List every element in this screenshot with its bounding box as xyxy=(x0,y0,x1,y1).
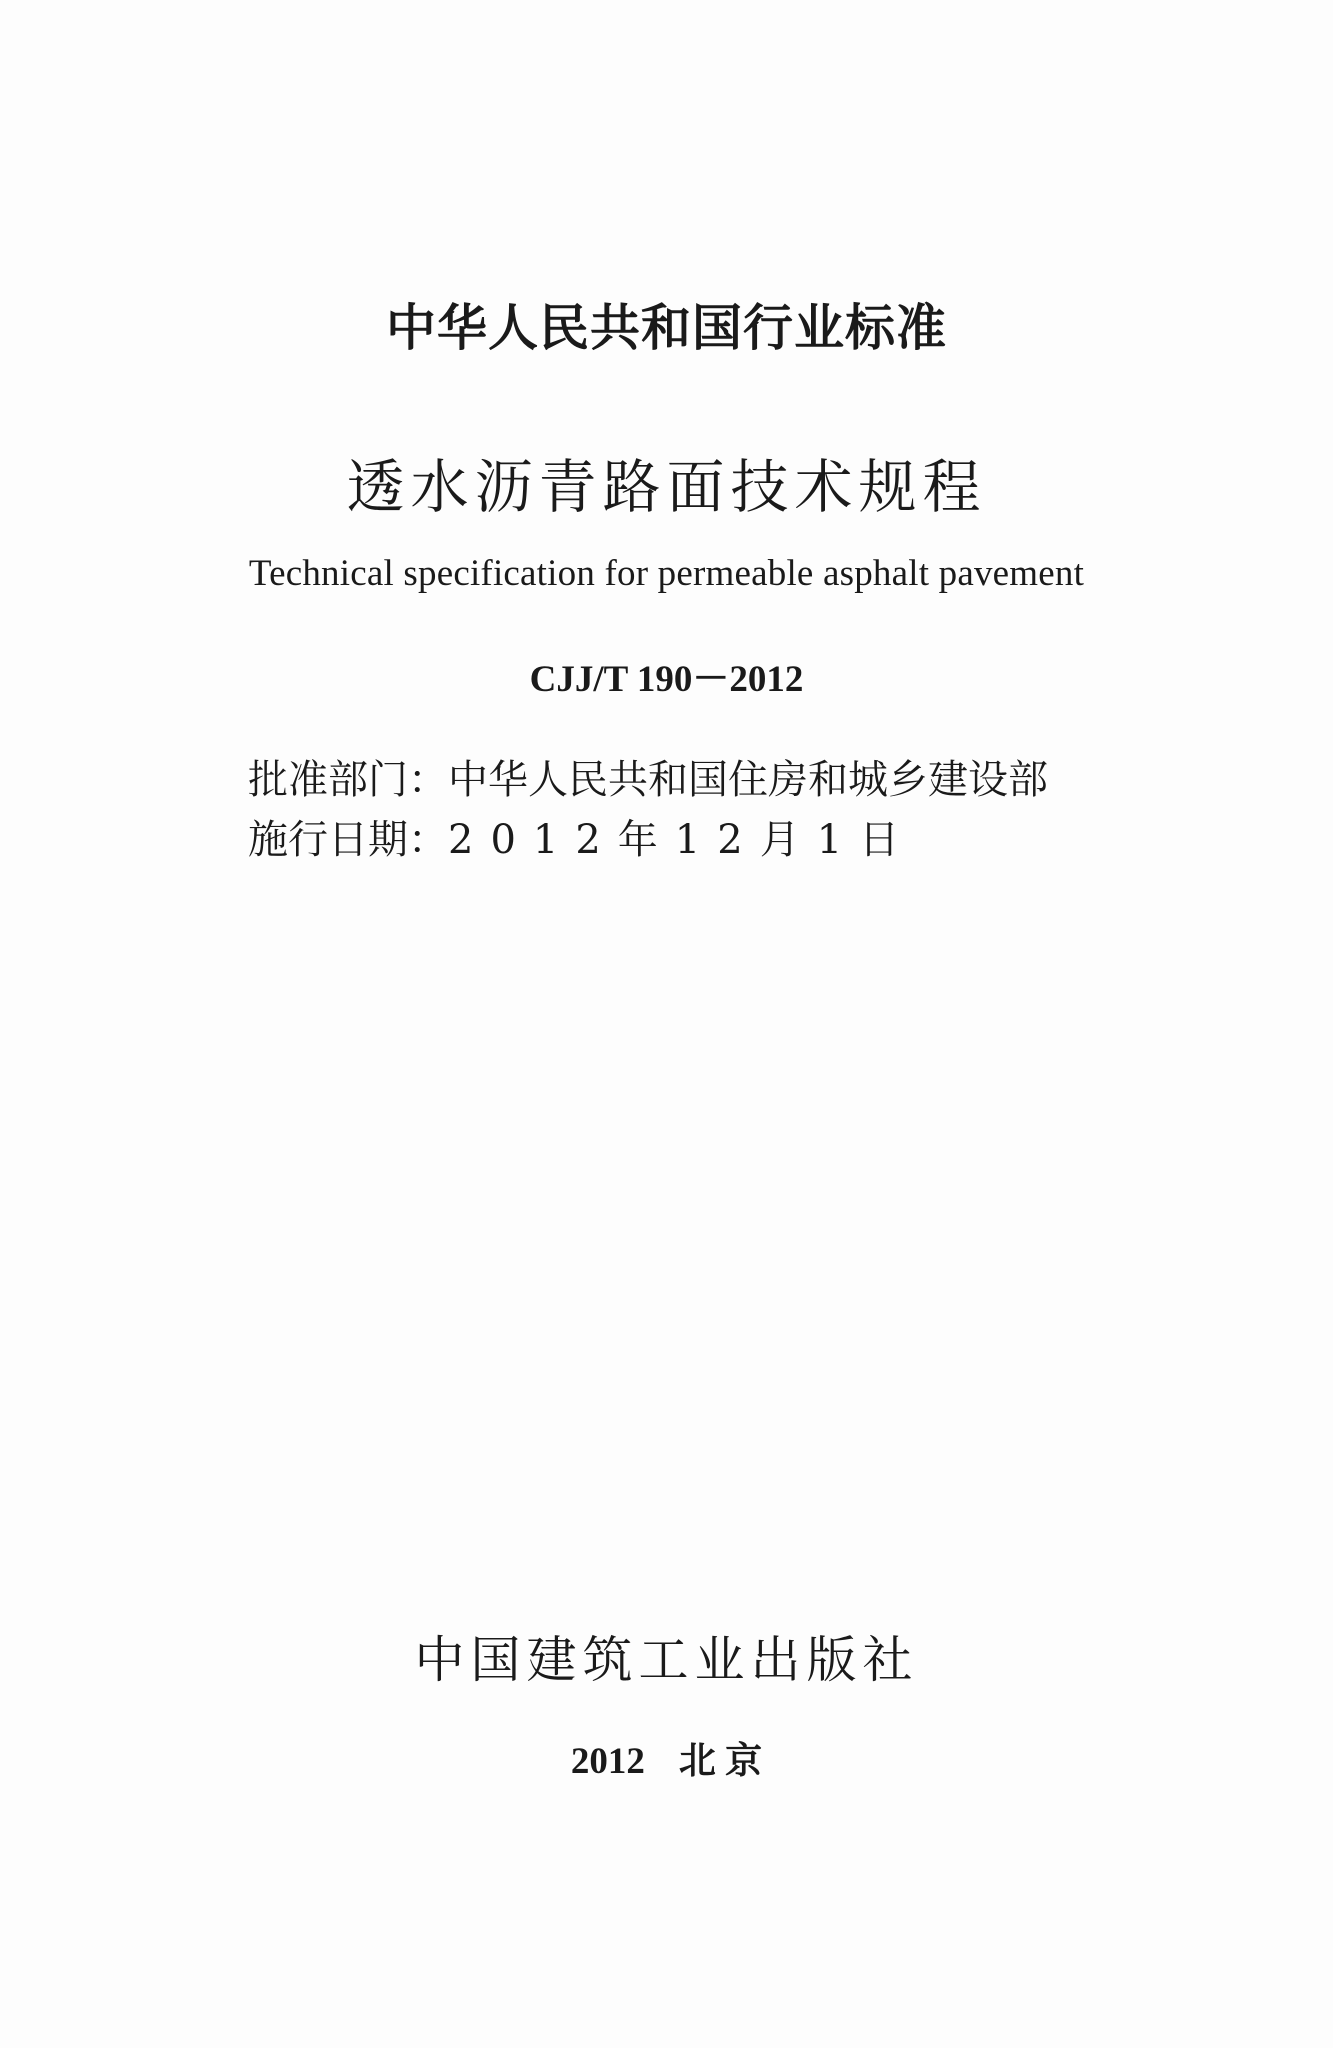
publication-city: 北 京 xyxy=(678,1741,763,1782)
effective-label: 施行日期： xyxy=(248,817,448,863)
series-title: 中华人民共和国行业标准 xyxy=(386,299,947,357)
publisher-name: 中国建筑工业出版社 xyxy=(414,1631,919,1689)
effective-date xyxy=(248,808,1068,865)
approval-department xyxy=(248,748,1068,805)
document-title: 透水沥青路面技术规程 xyxy=(346,453,987,521)
effective-value: 2012年12月1日 xyxy=(448,817,917,863)
english-title: Technical specification for permeable asphalt pavement xyxy=(248,553,1085,594)
publication-place xyxy=(0,1730,1333,1784)
publication-year: 2012 xyxy=(570,1741,645,1782)
approval-label: 批准部门： xyxy=(248,757,448,803)
approval-value: 中华人民共和国住房和城乡建设部 xyxy=(448,757,1048,803)
standard-code: CJJ/T 190－2012 xyxy=(529,659,804,700)
